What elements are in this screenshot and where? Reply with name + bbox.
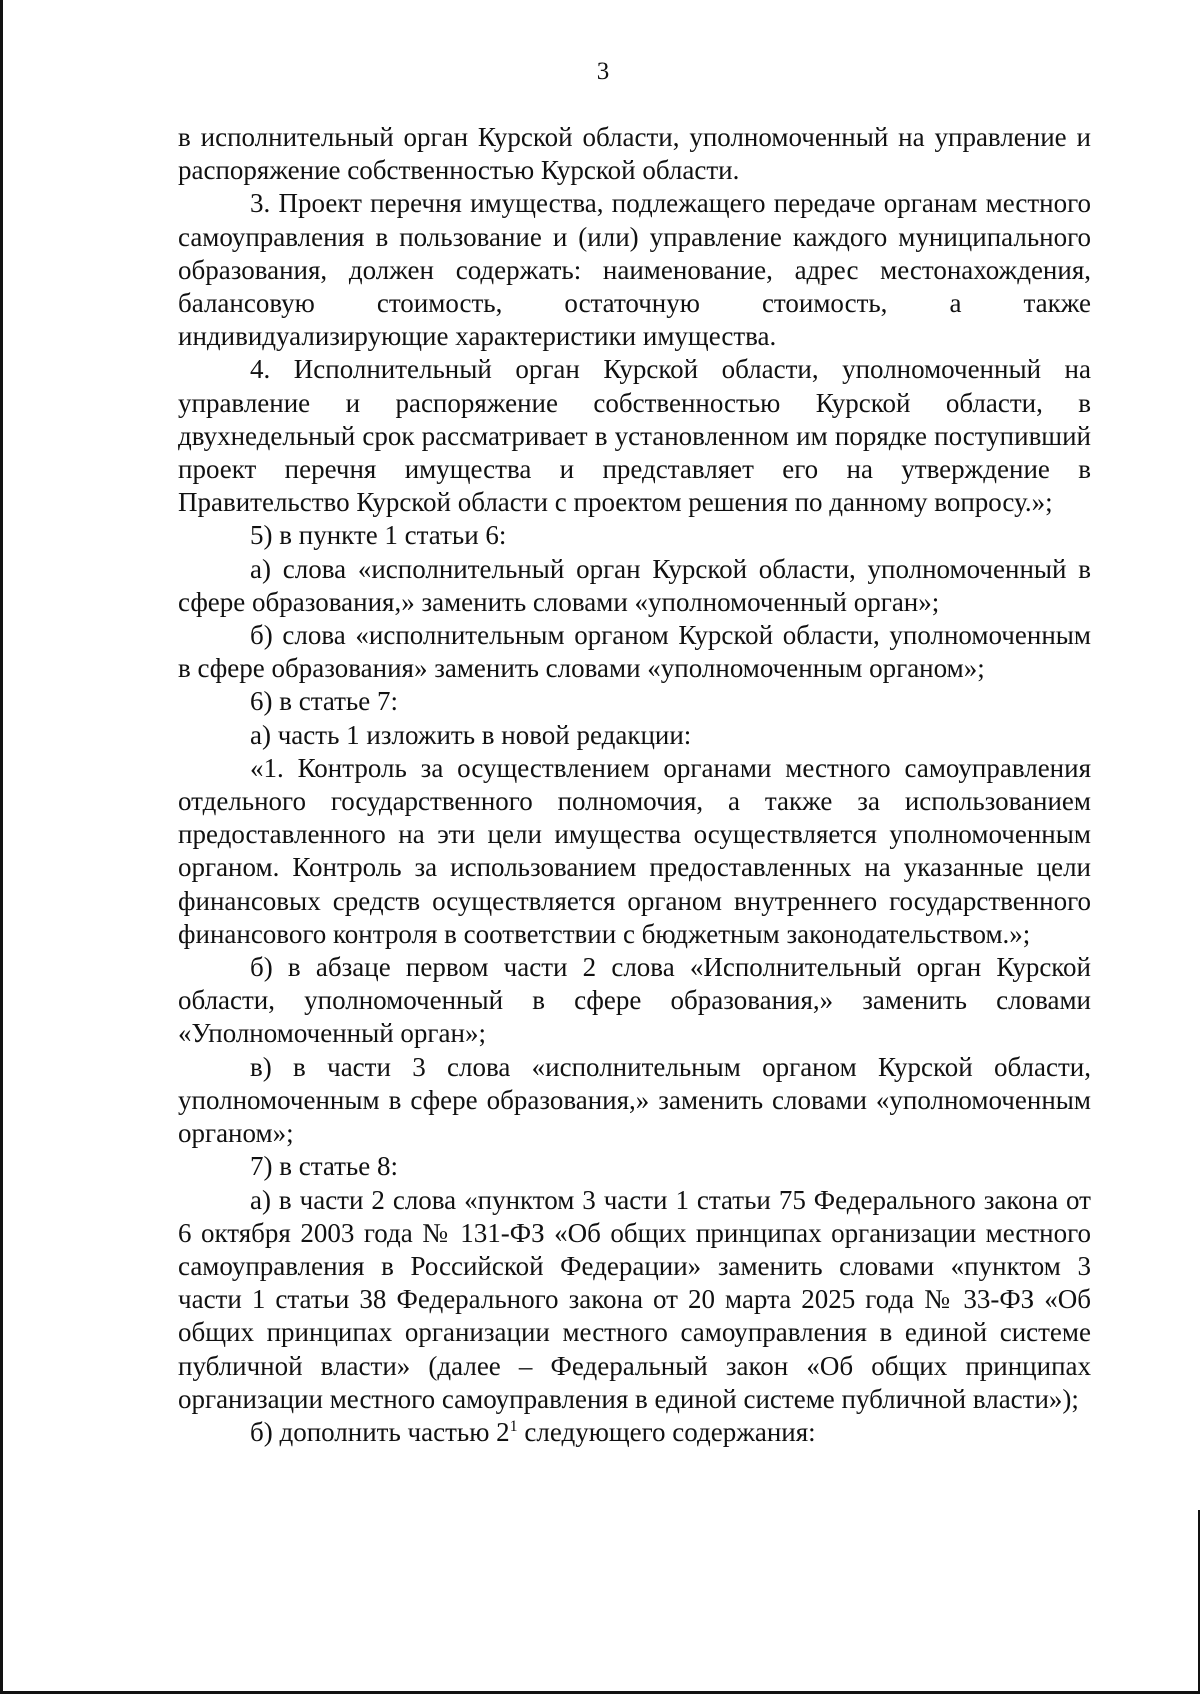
paragraph-point-7a: а) в части 2 слова «пунктом 3 части 1 статьи 75 Федерального закона от 6 октября 2003 года № 131-ФЗ «Об общих принципах организации местного самоуправления в Российской Федерации» заменить словами «пунктом 3 части 1 статьи 38 Федерального закона от 20 марта 2025 года № 33-ФЗ «Об общих принципах организации местного самоуправления в единой системе публичной власти» (далее – Федеральный закон «Об общих принципах организации местного самоуправления в единой системе публичной власти»); bbox=[178, 1184, 1091, 1414]
paragraph-item-4: 4. Исполнительный орган Курской области, уполномоченный на управление и распоряжение собственностью Курской области, в двухнедельный срок рассматривает в установленном им порядке поступивший проект перечня имущества и представляет его на утверждение в Правительство Курской области с проектом решения по данному вопросу.»; bbox=[178, 354, 1091, 518]
superscript-index: 1 bbox=[509, 1417, 518, 1435]
paragraph-point-5a: а) слова «исполнительный орган Курской области, уполномоченный в сфере образования,» заменить словами «уполномоченный орган»; bbox=[178, 553, 1091, 617]
paragraph-point-6b: б) в абзаце первом части 2 слова «Исполнительный орган Курской области, уполномоченный в сфере образования,» заменить словами «Уполномоченный орган»; bbox=[178, 952, 1091, 1049]
paragraph-point-7: 7) в статье 8: bbox=[250, 1151, 398, 1182]
paragraph-point-6: 6) в статье 7: bbox=[250, 686, 398, 717]
paragraph-point-5b: б) слова «исполнительным органом Курской области, уполномоченным в сфере образования» заменить словами «уполномоченным органом»; bbox=[178, 620, 1091, 684]
paragraph-point-6v: в) в части 3 слова «исполнительным органом Курской области, уполномоченным в сфере образования,» заменить словами «уполномоченным органом»; bbox=[178, 1051, 1091, 1149]
document-body bbox=[178, 121, 1091, 1449]
paragraph-continuation: в исполнительный орган Курской области, уполномоченный на управление и распоряжение собственностью Курской области. bbox=[178, 122, 1091, 186]
paragraph-point-5: 5) в пункте 1 статьи 6: bbox=[250, 520, 507, 551]
page-number: 3 bbox=[596, 58, 610, 85]
paragraph-point-7b-text: б) дополнить частью 2 bbox=[250, 1416, 510, 1447]
paragraph-quoted-part-1: «1. Контроль за осуществлением органами местного самоуправления отдельного государственного полномочия, а также за использованием предоставленного на эти цели имущества осуществляется уполномоченным органом. Контроль за использованием предоставленных на указанные цели финансовых средств осуществляется органом внутреннего государственного финансового контроля в соответствии с бюджетным законодательством.»; bbox=[178, 752, 1091, 949]
paragraph-point-6a: а) часть 1 изложить в новой редакции: bbox=[250, 719, 692, 750]
paragraph-item-3: 3. Проект перечня имущества, подлежащего передаче органам местного самоуправления в пользование и (или) управление каждого муниципального образования, должен содержать: наименование, адрес местонахождения, балансовую стоимость, остаточную стоимость, а также индивидуализирующие характеристики имущества. bbox=[178, 188, 1091, 352]
paragraph-point-7b-tail: следующего содержания: bbox=[517, 1416, 816, 1447]
paragraph-point-7b bbox=[178, 1416, 1091, 1449]
